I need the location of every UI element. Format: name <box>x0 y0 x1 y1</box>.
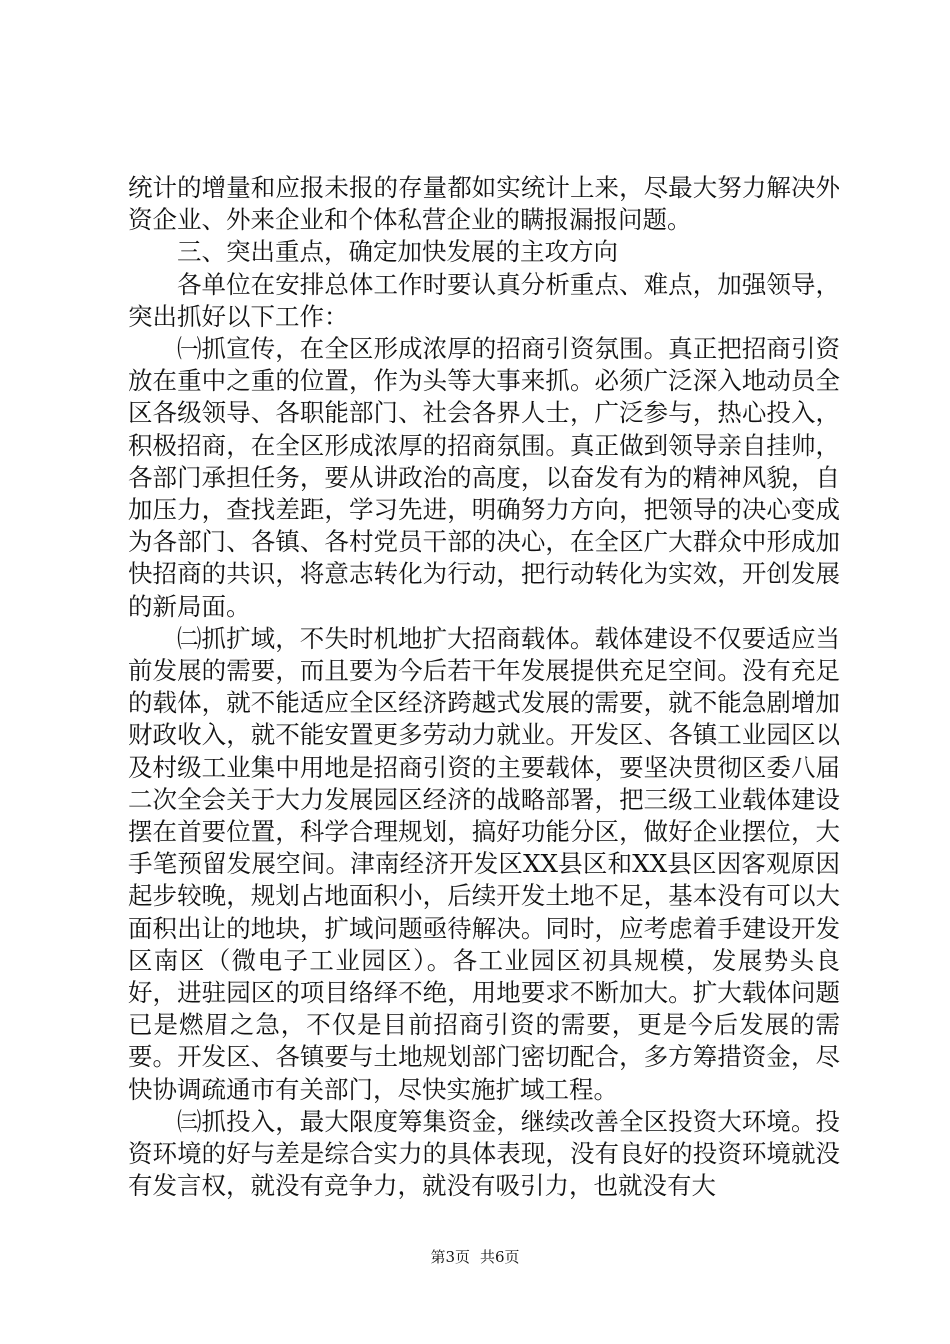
paragraph-2: 各单位在安排总体工作时要认真分析重点、难点，加强领导，突出抓好以下工作： <box>128 269 840 331</box>
paragraph-4: ㈡抓扩域，不失时机地扩大招商载体。载体建设不仅要适应当前发展的需要，而且要为今后若干年发展提供充足空间。没有充足的载体，就不能适应全区经济跨越式发展的需要，就不能急剧增加财政收入，就不能安置更多劳动力就业。开发区、各镇工业园区以及村级工业集中用地是招商引资的主要载体，要坚决贯彻区委八届二次全会关于大力发展园区经济的战略部署，把三级工业载体建设摆在首要位置，科学合理规划，搞好功能分区，做好企业摆位，大手笔预留发展空间。津南经济开发区XX县区和XX县区因客观原因起步较晚，规划占地面积小，后续开发土地不足，基本没有可以大面积出让的地块，扩域问题亟待解决。同时，应考虑着手建设开发区南区（微电子工业园区）。各工业园区初具规模，发展势头良好，进驻园区的项目络绎不绝，用地要求不断加大。扩大载体问题已是燃眉之急，不仅是目前招商引资的需要，更是今后发展的需要。开发区、各镇要与土地规划部门密切配合，多方筹措资金，尽快协调疏通市有关部门，尽快实施扩域工程。 <box>128 623 840 1104</box>
paragraph-5: ㈢抓投入，最大限度筹集资金，继续改善全区投资大环境。投资环境的好与差是综合实力的具体表现，没有良好的投资环境就没有发言权，就没有竞争力，就没有吸引力，也就没有大 <box>128 1106 840 1201</box>
section-heading-3: 三、突出重点，确定加快发展的主攻方向 <box>177 237 618 267</box>
page-number: 第3页 <box>430 1248 470 1266</box>
page-footer <box>0 1247 950 1267</box>
page-total: 共6页 <box>480 1248 520 1266</box>
document-body <box>128 172 840 1203</box>
paragraph-3: ㈠抓宣传，在全区形成浓厚的招商引资氛围。真正把招商引资放在重中之重的位置，作为头等大事来抓。必须广泛深入地动员全区各级领导、各职能部门、社会各界人士，广泛参与，热心投入，积极招商，在全区形成浓厚的招商氛围。真正做到领导亲自挂帅，各部门承担任务，要从讲政治的高度，以奋发有为的精神风貌，自加压力，查找差距，学习先进，明确努力方向，把领导的决心变成为各部门、各镇、各村党员干部的决心，在全区广大群众中形成加快招商的共识，将意志转化为行动，把行动转化为实效，开创发展的新局面。 <box>128 334 840 621</box>
paragraph-1: 统计的增量和应报未报的存量都如实统计上来，尽最大努力解决外资企业、外来企业和个体私营企业的瞒报漏报问题。 <box>128 173 840 235</box>
